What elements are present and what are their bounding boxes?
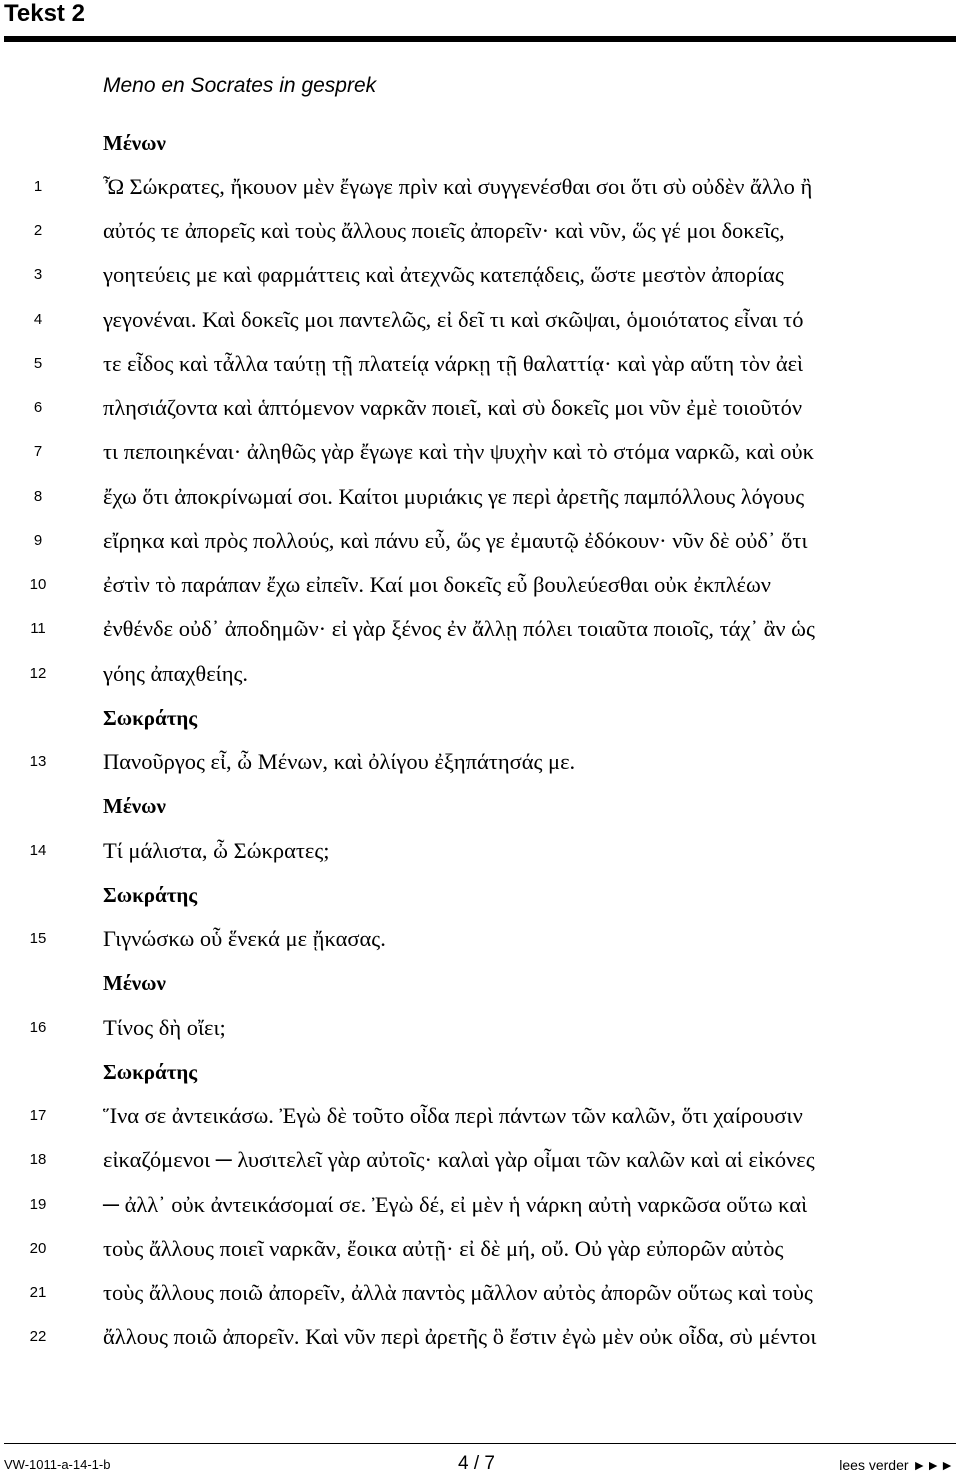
heading-divider [4,36,956,42]
section-heading: Tekst 2 [4,0,85,27]
line-text: πλησιάζοντα καὶ ἁπτόμενον ναρκᾶν ποιεῖ, καὶ σὺ δοκεῖς μοι νῦν ἐμὲ τοιοῦτόν [103,395,803,420]
footer-divider [4,1443,956,1444]
text-line [0,391,960,425]
line-text: ἐνθένδε οὐδ᾽ ἀποδημῶν· εἰ γὰρ ξένος ἐν ἄλλῃ πόλει τοιαῦτα ποιοῖς, τάχ᾽ ἂν ὡς [103,616,815,641]
line-number: 9 [33,532,43,549]
line-text: Ἵνα σε ἀντεικάσω. Ἐγὼ δὲ τοῦτο οἶδα περὶ πάντων τῶν καλῶν, ὅτι χαίρουσιν [103,1103,803,1128]
speaker-label: Σωκράτης [103,706,198,730]
line-number: 1 [33,178,43,195]
line-number: 3 [33,266,43,283]
text-line [0,480,960,514]
text-line [0,214,960,248]
line-text: ─ ἀλλ᾽ οὐκ ἀντεικάσομαί σε. Ἐγὼ δέ, εἰ μὲν ἡ νάρκη αὐτὴ ναρκῶσα οὕτω καὶ [103,1192,808,1217]
exam-code: VW-1011-a-14-1-b [4,1457,111,1472]
line-number: 21 [29,1284,47,1301]
text-line [0,922,960,956]
text-line [0,347,960,381]
line-number: 12 [29,665,47,682]
text-line [0,657,960,691]
text-line [0,1276,960,1310]
speaker-row [0,1055,960,1089]
text-line [0,258,960,292]
line-number: 19 [29,1196,47,1213]
speaker-row [0,701,960,735]
line-number: 2 [33,222,43,239]
line-number: 15 [29,930,47,947]
line-number: 13 [29,753,47,770]
text-line [0,303,960,337]
speaker-row [0,966,960,1000]
text-line [0,745,960,779]
speaker-label: Μένων [103,971,166,995]
line-text: Ὦ Σώκρατες, ἤκουον μὲν ἔγωγε πρὶν καὶ συγγενέσθαι σοι ὅτι σὺ οὐδὲν ἄλλο ἢ [103,174,813,199]
line-number: 14 [29,842,47,859]
line-number: 11 [30,620,46,637]
speaker-row [0,878,960,912]
text-line [0,834,960,868]
line-text: Γιγνώσκω οὗ ἕνεκά με ᾔκασας. [103,926,386,951]
line-text: τε εἶδος καὶ τἆλλα ταύτῃ τῇ πλατείᾳ νάρκῃ τῇ θαλαττίᾳ· καὶ γὰρ αὕτη τὸν ἀεὶ [103,351,804,376]
line-number: 17 [29,1107,47,1124]
text-line [0,435,960,469]
line-text: ἔχω ὅτι ἀποκρίνωμαί σοι. Καίτοι μυριάκις γε περὶ ἀρετῆς παμπόλλους λόγους [103,484,805,509]
text-line [0,612,960,646]
line-text: γεγονέναι. Καὶ δοκεῖς μοι παντελῶς, εἰ δεῖ τι καὶ σκῶψαι, ὁμοιότατος εἶναι τό [103,307,804,332]
text-line [0,1143,960,1177]
continue-note: lees verder ►►► [839,1457,954,1473]
line-text: εἰκαζόμενοι ─ λυσιτελεῖ γὰρ αὐτοῖς· καλαὶ γὰρ οἶμαι τῶν καλῶν καὶ αἱ εἰκόνες [103,1147,815,1172]
text-line [0,1320,960,1354]
line-number: 5 [33,355,43,372]
line-text: ἄλλους ποιῶ ἀπορεῖν. Καὶ νῦν περὶ ἀρετῆς ὃ ἔστιν ἐγὼ μὲν οὐκ οἶδα, σὺ μέντοι [103,1324,817,1349]
line-number: 8 [33,488,43,505]
line-number: 7 [33,443,43,460]
speaker-row [0,789,960,823]
page-number: 4 / 7 [458,1453,495,1474]
line-number: 6 [33,399,43,416]
line-text: Τί μάλιστα, ὦ Σώκρατες; [103,838,330,863]
speaker-label: Σωκράτης [103,1060,198,1084]
line-number: 22 [29,1328,47,1345]
speaker-label: Μένων [103,131,166,155]
text-line [0,1188,960,1222]
text-subtitle: Meno en Socrates in gesprek [103,74,377,97]
line-number: 4 [33,311,43,328]
speaker-row [0,126,960,160]
line-text: Τίνος δὴ οἴει; [103,1015,226,1040]
speaker-label: Μένων [103,794,166,818]
line-text: Πανοῦργος εἶ, ὦ Μένων, καὶ ὀλίγου ἐξηπάτησάς με. [103,749,576,774]
line-number: 10 [29,576,47,593]
line-number: 20 [29,1240,47,1257]
line-text: τι πεποιηκέναι· ἀληθῶς γὰρ ἔγωγε καὶ τὴν ψυχὴν καὶ τὸ στόμα ναρκῶ, καὶ οὐκ [103,439,815,464]
text-line [0,170,960,204]
text-line [0,1099,960,1133]
line-text: γόης ἀπαχθείης. [103,661,248,686]
line-text: ἐστὶν τὸ παράπαν ἔχω εἰπεῖν. Καί μοι δοκεῖς εὖ βουλεύεσθαι οὐκ ἐκπλέων [103,572,771,597]
text-line [0,524,960,558]
text-line [0,1232,960,1266]
line-text: γοητεύεις με καὶ φαρμάττεις καὶ ἀτεχνῶς κατεπᾴδεις, ὥστε μεστὸν ἀπορίας [103,262,784,287]
line-text: τοὺς ἄλλους ποιεῖ ναρκᾶν, ἔοικα αὐτῇ· εἰ δὲ μή, οὔ. Οὐ γὰρ εὐπορῶν αὐτὸς [103,1236,784,1261]
speaker-label: Σωκράτης [103,883,198,907]
line-number: 18 [29,1151,47,1168]
text-line [0,1011,960,1045]
line-text: τοὺς ἄλλους ποιῶ ἀπορεῖν, ἀλλὰ παντὸς μᾶλλον αὐτὸς ἀπορῶν οὕτως καὶ τοὺς [103,1280,813,1305]
line-text: εἴρηκα καὶ πρὸς πολλούς, καὶ πάνυ εὖ, ὥς γε ἐμαυτῷ ἐδόκουν· νῦν δὲ οὐδ᾽ ὅτι [103,528,808,553]
line-text: αὐτός τε ἀπορεῖς καὶ τοὺς ἄλλους ποιεῖς ἀπορεῖν· καὶ νῦν, ὥς γέ μοι δοκεῖς, [103,218,785,243]
text-line [0,568,960,602]
line-number: 16 [29,1019,47,1036]
